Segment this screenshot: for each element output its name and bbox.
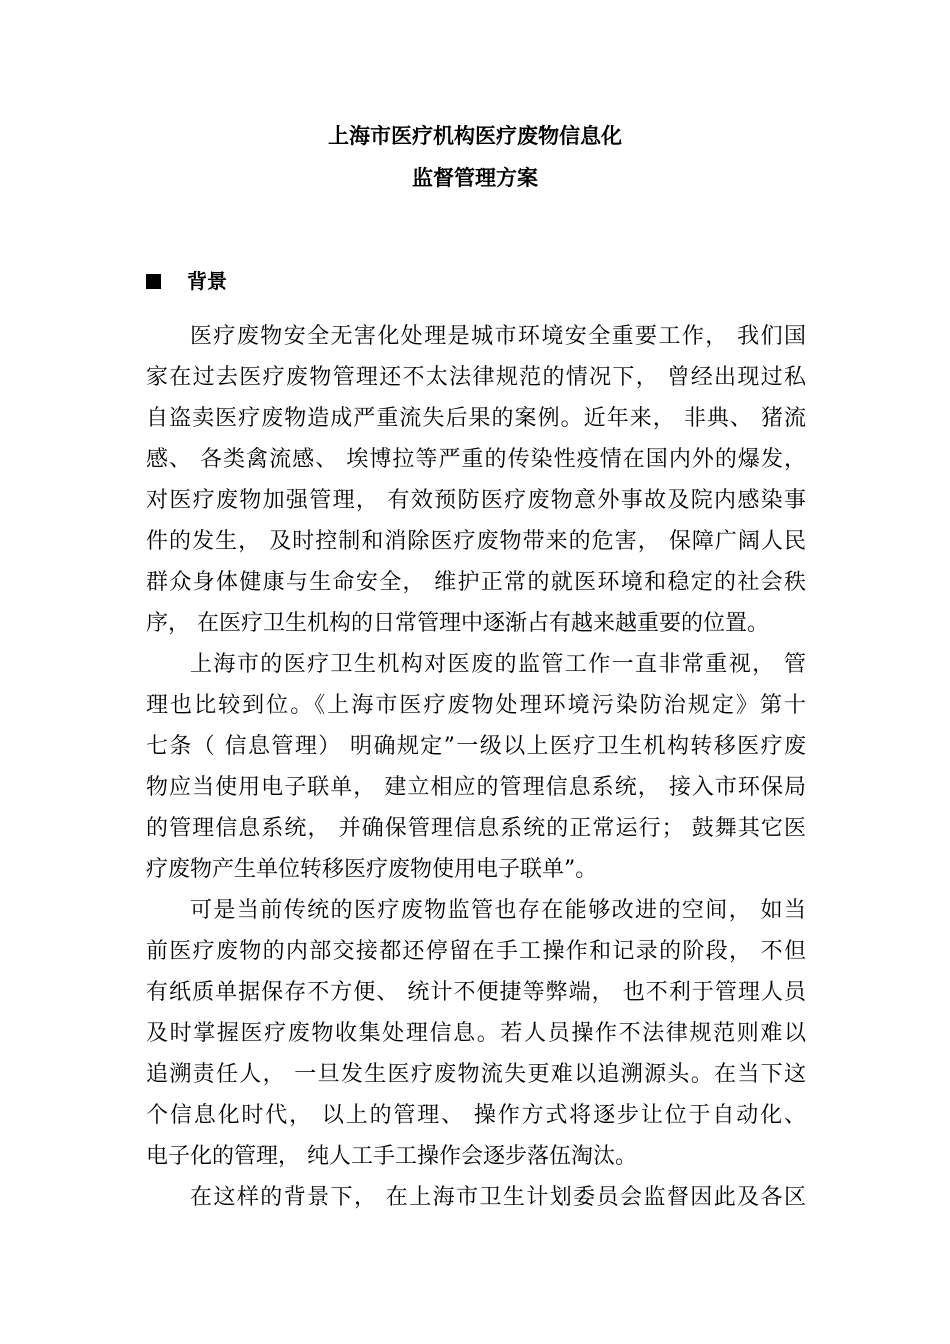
- paragraph-line: 自盗卖医疗废物造成严重流失后果的案例。近年来， 非典、 猪流: [146, 406, 806, 431]
- document-title-line-1: 上海市医疗机构医疗废物信息化: [328, 124, 622, 148]
- paragraph-line: 对医疗废物加强管理， 有效预防医疗废物意外事故及院内感染事: [146, 488, 806, 513]
- paragraph-line: 个信息化时代， 以上的管理、 操作方式将逐步让位于自动化、: [146, 1103, 806, 1128]
- paragraph-line: 的管理信息系统， 并确保管理信息系统的正常运行； 鼓舞其它医: [146, 816, 806, 841]
- paragraph-line: 七条（ 信息管理） 明确规定”一级以上医疗卫生机构转移医疗废: [146, 734, 806, 759]
- paragraph-line: 电子化的管理， 纯人工手工操作会逐步落伍淘汰。: [146, 1144, 637, 1169]
- section-title: 背景: [187, 269, 227, 293]
- paragraph-line: 前医疗废物的内部交接都还停留在手工操作和记录的阶段， 不但: [146, 939, 806, 964]
- paragraph-line: 群众身体健康与生命安全， 维护正常的就医环境和稳定的社会秩: [146, 570, 806, 595]
- paragraph-line: 上海市的医疗卫生机构对医废的监管工作一直非常重视， 管: [190, 652, 806, 677]
- document-title-line-2: 监督管理方案: [412, 166, 538, 190]
- paragraph-line: 疗废物产生单位转移医疗废物使用电子联单”。: [146, 857, 598, 882]
- paragraph-line: 物应当使用电子联单， 建立相应的管理信息系统， 接入市环保局: [146, 775, 806, 800]
- paragraph-line: 有纸质单据保存不方便、 统计不便捷等弊端， 也不利于管理人员: [146, 980, 806, 1005]
- section-heading: [146, 265, 227, 297]
- paragraph-line: 序， 在医疗卫生机构的日常管理中逐渐占有越来越重要的位置。: [146, 611, 769, 636]
- paragraph-line: 及时掌握医疗废物收集处理信息。若人员操作不法律规范则难以: [146, 1021, 806, 1046]
- square-bullet-icon: [146, 274, 161, 289]
- paragraph-line: 在这样的背景下， 在上海市卫生计划委员会监督因此及各区: [190, 1185, 806, 1210]
- paragraph-line: 感、 各类禽流感、 埃博拉等严重的传染性疫情在国内外的爆发，: [146, 447, 806, 472]
- paragraph-line: 家在过去医疗废物管理还不太法律规范的情况下， 曾经出现过私: [146, 365, 806, 390]
- paragraph-line: 医疗废物安全无害化处理是城市环境安全重要工作， 我们国: [190, 324, 806, 349]
- paragraph-line: 追溯责任人， 一旦发生医疗废物流失更难以追溯源头。在当下这: [146, 1062, 806, 1087]
- paragraph-line: 可是当前传统的医疗废物监管也存在能够改进的空间， 如当: [190, 898, 806, 923]
- paragraph-line: 件的发生， 及时控制和消除医疗废物带来的危害， 保障广阔人民: [146, 529, 806, 554]
- paragraph-line: 理也比较到位。《上海市医疗废物处理环境污染防治规定》第十: [146, 693, 806, 718]
